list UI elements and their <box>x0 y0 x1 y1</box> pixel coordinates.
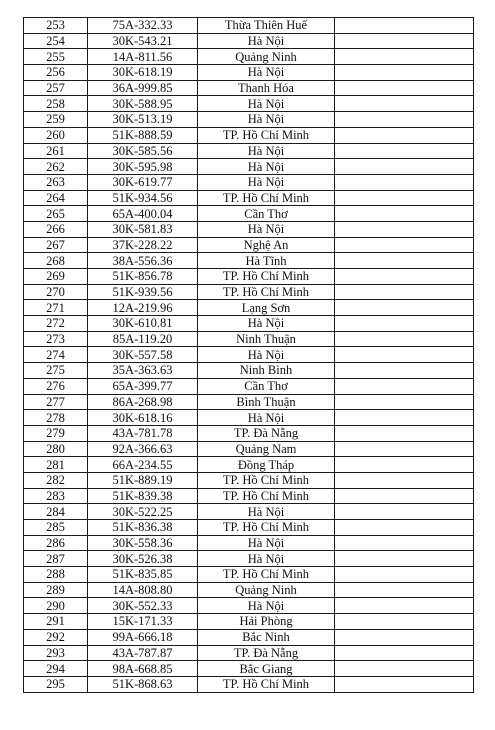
table-row <box>24 425 474 441</box>
plate-number-cell: 30K-610.81 <box>88 316 198 332</box>
province-cell: Hà Nội <box>198 65 335 81</box>
row-number-cell: 294 <box>24 661 88 677</box>
plate-number-cell: 99A-666.18 <box>88 629 198 645</box>
province-cell: Quảng Nam <box>198 441 335 457</box>
table-row <box>24 598 474 614</box>
row-number-cell: 272 <box>24 316 88 332</box>
row-number-cell: 270 <box>24 284 88 300</box>
document-page <box>23 17 473 693</box>
plate-number-cell: 30K-557.58 <box>88 347 198 363</box>
empty-cell <box>335 378 474 394</box>
plate-number-cell: 51K-939.56 <box>88 284 198 300</box>
table-row <box>24 284 474 300</box>
province-cell: Hà Nội <box>198 33 335 49</box>
table-row <box>24 614 474 630</box>
row-number-cell: 292 <box>24 629 88 645</box>
row-number-cell: 293 <box>24 645 88 661</box>
row-number-cell: 277 <box>24 394 88 410</box>
province-cell: Thừa Thiên Huế <box>198 18 335 34</box>
empty-cell <box>335 284 474 300</box>
row-number-cell: 282 <box>24 472 88 488</box>
row-number-cell: 267 <box>24 237 88 253</box>
table-row <box>24 269 474 285</box>
plate-number-cell: 98A-668.85 <box>88 661 198 677</box>
table-row <box>24 112 474 128</box>
table-row <box>24 316 474 332</box>
table-row <box>24 504 474 520</box>
province-cell: Ninh Thuận <box>198 331 335 347</box>
province-cell: Hà Tĩnh <box>198 253 335 269</box>
province-cell: Hà Nội <box>198 174 335 190</box>
row-number-cell: 257 <box>24 80 88 96</box>
row-number-cell: 276 <box>24 378 88 394</box>
plate-number-cell: 30K-588.95 <box>88 96 198 112</box>
empty-cell <box>335 221 474 237</box>
plate-number-cell: 15K-171.33 <box>88 614 198 630</box>
plate-number-cell: 14A-811.56 <box>88 49 198 65</box>
table-row <box>24 457 474 473</box>
row-number-cell: 285 <box>24 520 88 536</box>
plate-number-cell: 38A-556.36 <box>88 253 198 269</box>
province-cell: Cần Thơ <box>198 378 335 394</box>
license-plate-table <box>23 17 474 693</box>
table-row <box>24 127 474 143</box>
empty-cell <box>335 645 474 661</box>
empty-cell <box>335 80 474 96</box>
row-number-cell: 258 <box>24 96 88 112</box>
table-row <box>24 174 474 190</box>
empty-cell <box>335 127 474 143</box>
province-cell: TP. Hồ Chí Minh <box>198 472 335 488</box>
row-number-cell: 259 <box>24 112 88 128</box>
row-number-cell: 287 <box>24 551 88 567</box>
table-row <box>24 441 474 457</box>
plate-number-cell: 30K-526.38 <box>88 551 198 567</box>
empty-cell <box>335 237 474 253</box>
table-body <box>24 18 474 693</box>
plate-number-cell: 30K-619.77 <box>88 174 198 190</box>
table-row <box>24 347 474 363</box>
table-row <box>24 49 474 65</box>
plate-number-cell: 92A-366.63 <box>88 441 198 457</box>
empty-cell <box>335 143 474 159</box>
plate-number-cell: 35A-363.63 <box>88 363 198 379</box>
province-cell: Thanh Hóa <box>198 80 335 96</box>
table-row <box>24 33 474 49</box>
province-cell: Hải Phòng <box>198 614 335 630</box>
plate-number-cell: 37K-228.22 <box>88 237 198 253</box>
row-number-cell: 254 <box>24 33 88 49</box>
province-cell: TP. Đà Nẵng <box>198 645 335 661</box>
province-cell: Quảng Ninh <box>198 582 335 598</box>
row-number-cell: 283 <box>24 488 88 504</box>
row-number-cell: 291 <box>24 614 88 630</box>
row-number-cell: 288 <box>24 567 88 583</box>
plate-number-cell: 65A-400.04 <box>88 206 198 222</box>
table-row <box>24 582 474 598</box>
province-cell: Hà Nội <box>198 410 335 426</box>
row-number-cell: 281 <box>24 457 88 473</box>
province-cell: Bắc Ninh <box>198 629 335 645</box>
empty-cell <box>335 206 474 222</box>
empty-cell <box>335 504 474 520</box>
province-cell: Hà Nội <box>198 143 335 159</box>
plate-number-cell: 43A-781.78 <box>88 425 198 441</box>
province-cell: Ninh Bình <box>198 363 335 379</box>
empty-cell <box>335 174 474 190</box>
plate-number-cell: 65A-399.77 <box>88 378 198 394</box>
plate-number-cell: 43A-787.87 <box>88 645 198 661</box>
row-number-cell: 278 <box>24 410 88 426</box>
plate-number-cell: 30K-581.83 <box>88 221 198 237</box>
empty-cell <box>335 331 474 347</box>
province-cell: TP. Hồ Chí Minh <box>198 488 335 504</box>
table-row <box>24 80 474 96</box>
row-number-cell: 280 <box>24 441 88 457</box>
province-cell: TP. Hồ Chí Minh <box>198 676 335 692</box>
row-number-cell: 289 <box>24 582 88 598</box>
row-number-cell: 256 <box>24 65 88 81</box>
table-row <box>24 488 474 504</box>
row-number-cell: 262 <box>24 159 88 175</box>
row-number-cell: 255 <box>24 49 88 65</box>
province-cell: TP. Hồ Chí Minh <box>198 567 335 583</box>
empty-cell <box>335 49 474 65</box>
table-row <box>24 300 474 316</box>
province-cell: Cần Thơ <box>198 206 335 222</box>
province-cell: Hà Nội <box>198 535 335 551</box>
plate-number-cell: 51K-835.85 <box>88 567 198 583</box>
province-cell: Lạng Sơn <box>198 300 335 316</box>
empty-cell <box>335 629 474 645</box>
table-row <box>24 65 474 81</box>
plate-number-cell: 30K-522.25 <box>88 504 198 520</box>
table-row <box>24 331 474 347</box>
empty-cell <box>335 425 474 441</box>
empty-cell <box>335 300 474 316</box>
province-cell: TP. Hồ Chí Minh <box>198 127 335 143</box>
plate-number-cell: 51K-934.56 <box>88 190 198 206</box>
empty-cell <box>335 316 474 332</box>
province-cell: TP. Hồ Chí Minh <box>198 269 335 285</box>
plate-number-cell: 30K-552.33 <box>88 598 198 614</box>
row-number-cell: 269 <box>24 269 88 285</box>
table-row <box>24 221 474 237</box>
row-number-cell: 260 <box>24 127 88 143</box>
table-row <box>24 363 474 379</box>
plate-number-cell: 30K-543.21 <box>88 33 198 49</box>
row-number-cell: 284 <box>24 504 88 520</box>
empty-cell <box>335 535 474 551</box>
empty-cell <box>335 112 474 128</box>
table-row <box>24 237 474 253</box>
empty-cell <box>335 253 474 269</box>
row-number-cell: 279 <box>24 425 88 441</box>
plate-number-cell: 51K-856.78 <box>88 269 198 285</box>
province-cell: Hà Nội <box>198 112 335 128</box>
empty-cell <box>335 441 474 457</box>
plate-number-cell: 51K-868.63 <box>88 676 198 692</box>
plate-number-cell: 86A-268.98 <box>88 394 198 410</box>
empty-cell <box>335 520 474 536</box>
plate-number-cell: 36A-999.85 <box>88 80 198 96</box>
province-cell: TP. Hồ Chí Minh <box>198 284 335 300</box>
table-row <box>24 206 474 222</box>
row-number-cell: 261 <box>24 143 88 159</box>
table-row <box>24 629 474 645</box>
province-cell: Đồng Tháp <box>198 457 335 473</box>
table-row <box>24 520 474 536</box>
row-number-cell: 268 <box>24 253 88 269</box>
plate-number-cell: 66A-234.55 <box>88 457 198 473</box>
row-number-cell: 274 <box>24 347 88 363</box>
empty-cell <box>335 159 474 175</box>
table-row <box>24 645 474 661</box>
province-cell: Nghệ An <box>198 237 335 253</box>
plate-number-cell: 75A-332.33 <box>88 18 198 34</box>
plate-number-cell: 30K-513.19 <box>88 112 198 128</box>
table-row <box>24 567 474 583</box>
empty-cell <box>335 410 474 426</box>
empty-cell <box>335 488 474 504</box>
plate-number-cell: 51K-888.59 <box>88 127 198 143</box>
empty-cell <box>335 567 474 583</box>
province-cell: TP. Hồ Chí Minh <box>198 190 335 206</box>
table-row <box>24 159 474 175</box>
empty-cell <box>335 676 474 692</box>
row-number-cell: 271 <box>24 300 88 316</box>
province-cell: Hà Nội <box>198 598 335 614</box>
plate-number-cell: 30K-595.98 <box>88 159 198 175</box>
table-row <box>24 378 474 394</box>
plate-number-cell: 30K-558.36 <box>88 535 198 551</box>
province-cell: Bắc Giang <box>198 661 335 677</box>
empty-cell <box>335 472 474 488</box>
empty-cell <box>335 269 474 285</box>
row-number-cell: 264 <box>24 190 88 206</box>
row-number-cell: 266 <box>24 221 88 237</box>
table-row <box>24 535 474 551</box>
province-cell: Hà Nội <box>198 316 335 332</box>
plate-number-cell: 14A-808.80 <box>88 582 198 598</box>
province-cell: TP. Hồ Chí Minh <box>198 520 335 536</box>
row-number-cell: 253 <box>24 18 88 34</box>
table-row <box>24 143 474 159</box>
province-cell: Hà Nội <box>198 504 335 520</box>
empty-cell <box>335 551 474 567</box>
empty-cell <box>335 33 474 49</box>
row-number-cell: 286 <box>24 535 88 551</box>
province-cell: Hà Nội <box>198 551 335 567</box>
plate-number-cell: 12A-219.96 <box>88 300 198 316</box>
empty-cell <box>335 190 474 206</box>
table-row <box>24 190 474 206</box>
row-number-cell: 265 <box>24 206 88 222</box>
province-cell: Hà Nội <box>198 221 335 237</box>
plate-number-cell: 30K-618.19 <box>88 65 198 81</box>
province-cell: Bình Thuận <box>198 394 335 410</box>
table-row <box>24 18 474 34</box>
table-row <box>24 410 474 426</box>
table-row <box>24 472 474 488</box>
plate-number-cell: 51K-836.38 <box>88 520 198 536</box>
plate-number-cell: 51K-839.38 <box>88 488 198 504</box>
province-cell: Quảng Ninh <box>198 49 335 65</box>
plate-number-cell: 30K-618.16 <box>88 410 198 426</box>
table-row <box>24 661 474 677</box>
table-row <box>24 676 474 692</box>
plate-number-cell: 51K-889.19 <box>88 472 198 488</box>
empty-cell <box>335 65 474 81</box>
province-cell: Hà Nội <box>198 159 335 175</box>
province-cell: Hà Nội <box>198 96 335 112</box>
plate-number-cell: 85A-119.20 <box>88 331 198 347</box>
province-cell: Hà Nội <box>198 347 335 363</box>
row-number-cell: 290 <box>24 598 88 614</box>
empty-cell <box>335 363 474 379</box>
table-row <box>24 253 474 269</box>
row-number-cell: 263 <box>24 174 88 190</box>
table-row <box>24 394 474 410</box>
row-number-cell: 275 <box>24 363 88 379</box>
empty-cell <box>335 457 474 473</box>
empty-cell <box>335 394 474 410</box>
empty-cell <box>335 582 474 598</box>
row-number-cell: 295 <box>24 676 88 692</box>
empty-cell <box>335 598 474 614</box>
row-number-cell: 273 <box>24 331 88 347</box>
table-row <box>24 551 474 567</box>
empty-cell <box>335 661 474 677</box>
empty-cell <box>335 18 474 34</box>
plate-number-cell: 30K-585.56 <box>88 143 198 159</box>
table-row <box>24 96 474 112</box>
empty-cell <box>335 347 474 363</box>
empty-cell <box>335 96 474 112</box>
province-cell: TP. Đà Nẵng <box>198 425 335 441</box>
empty-cell <box>335 614 474 630</box>
